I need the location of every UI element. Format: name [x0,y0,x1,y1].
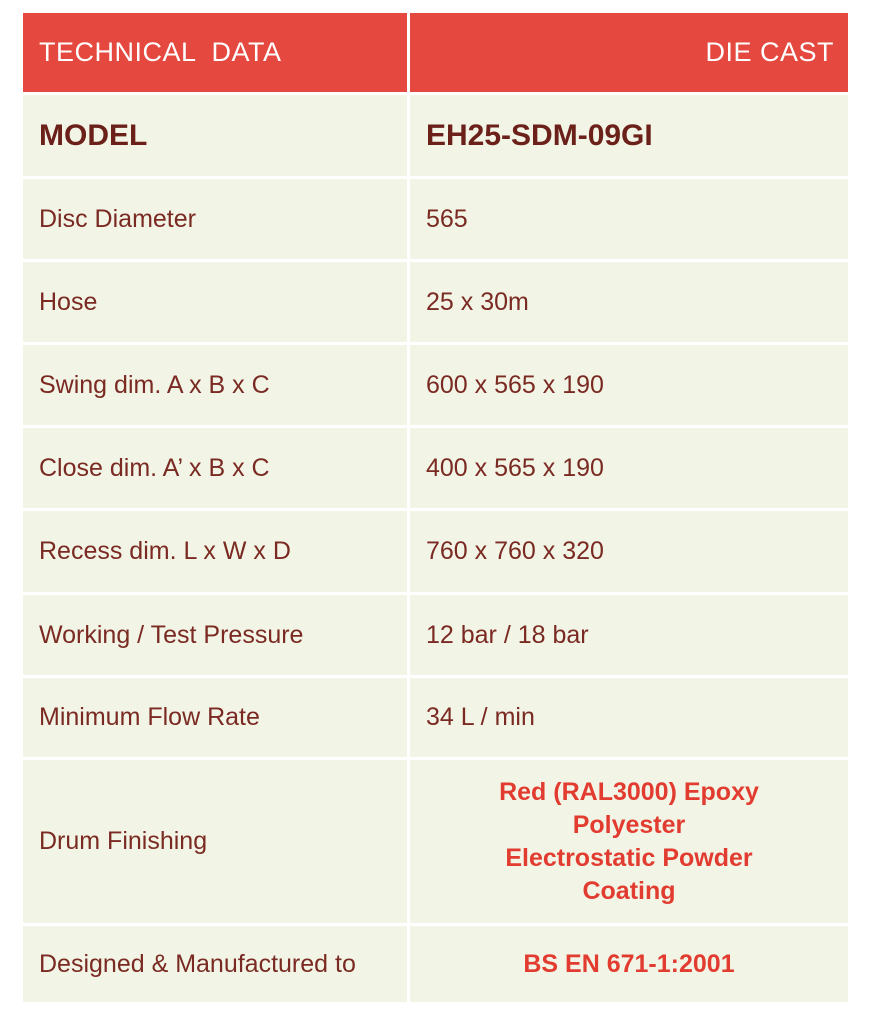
model-label-cell [23,95,410,179]
disc-diameter-value: 565 [426,204,468,233]
table-row [23,678,848,760]
row-label-cell [23,428,410,511]
recess-dim-value: 760 x 760 x 320 [426,537,604,565]
standard-value: BS EN 671-1:2001 [523,949,735,978]
finishing-line: Electrostatic Powder [505,843,753,872]
technical-data-table [23,13,848,1005]
row-value-cell [410,179,848,262]
row-label-cell [23,345,410,428]
row-label-cell [23,595,410,678]
table-row [23,345,848,428]
finishing-line: Coating [582,876,676,905]
header-technical-data [23,13,410,95]
row-value-cell [410,926,848,1005]
table-row [23,428,848,511]
drum-finishing-row [23,760,848,926]
model-row [23,95,848,179]
swing-dim-label: Swing dim. A x B x C [39,370,270,399]
row-value-cell [410,428,848,511]
row-label-cell [23,179,410,262]
model-value-cell [410,95,848,179]
header-die-cast [410,13,848,95]
pressure-label: Working / Test Pressure [39,620,304,649]
table-header-row [23,13,848,95]
close-dim-value: 400 x 565 x 190 [426,453,604,482]
drum-finishing-label: Drum Finishing [39,827,208,855]
row-value-cell [410,345,848,428]
table-row [23,262,848,345]
row-label-cell [23,926,410,1005]
flow-rate-label: Minimum Flow Rate [39,703,260,731]
row-label-cell [23,678,410,760]
row-label-cell [23,760,410,926]
finishing-line: Polyester [572,810,686,839]
row-value-cell [410,595,848,678]
drum-finishing-value [499,776,759,908]
row-value-cell [410,678,848,760]
table-row [23,595,848,678]
standard-row [23,926,848,1005]
close-dim-label: Close dim. A’ x B x C [39,453,270,482]
recess-dim-label: Recess dim. L x W x D [39,537,291,565]
flow-rate-value: 34 L / min [426,703,535,731]
row-label-cell [23,262,410,345]
row-value-cell [410,511,848,595]
disc-diameter-label: Disc Diameter [39,204,196,233]
row-value-cell [410,262,848,345]
row-value-cell [410,760,848,926]
table-row [23,179,848,262]
hose-label: Hose [39,287,98,316]
swing-dim-value: 600 x 565 x 190 [426,370,604,399]
pressure-value: 12 bar / 18 bar [426,620,589,649]
standard-label: Designed & Manufactured to [39,949,356,978]
model-value: EH25-SDM-09GI [426,118,653,152]
hose-value: 25 x 30m [426,287,529,316]
finishing-line: Red (RAL3000) Epoxy [499,777,759,806]
model-label: MODEL [39,118,148,152]
row-label-cell [23,511,410,595]
table-row [23,511,848,595]
header-left-label: TECHNICAL DATA [39,37,282,67]
header-right-label: DIE CAST [705,37,834,67]
